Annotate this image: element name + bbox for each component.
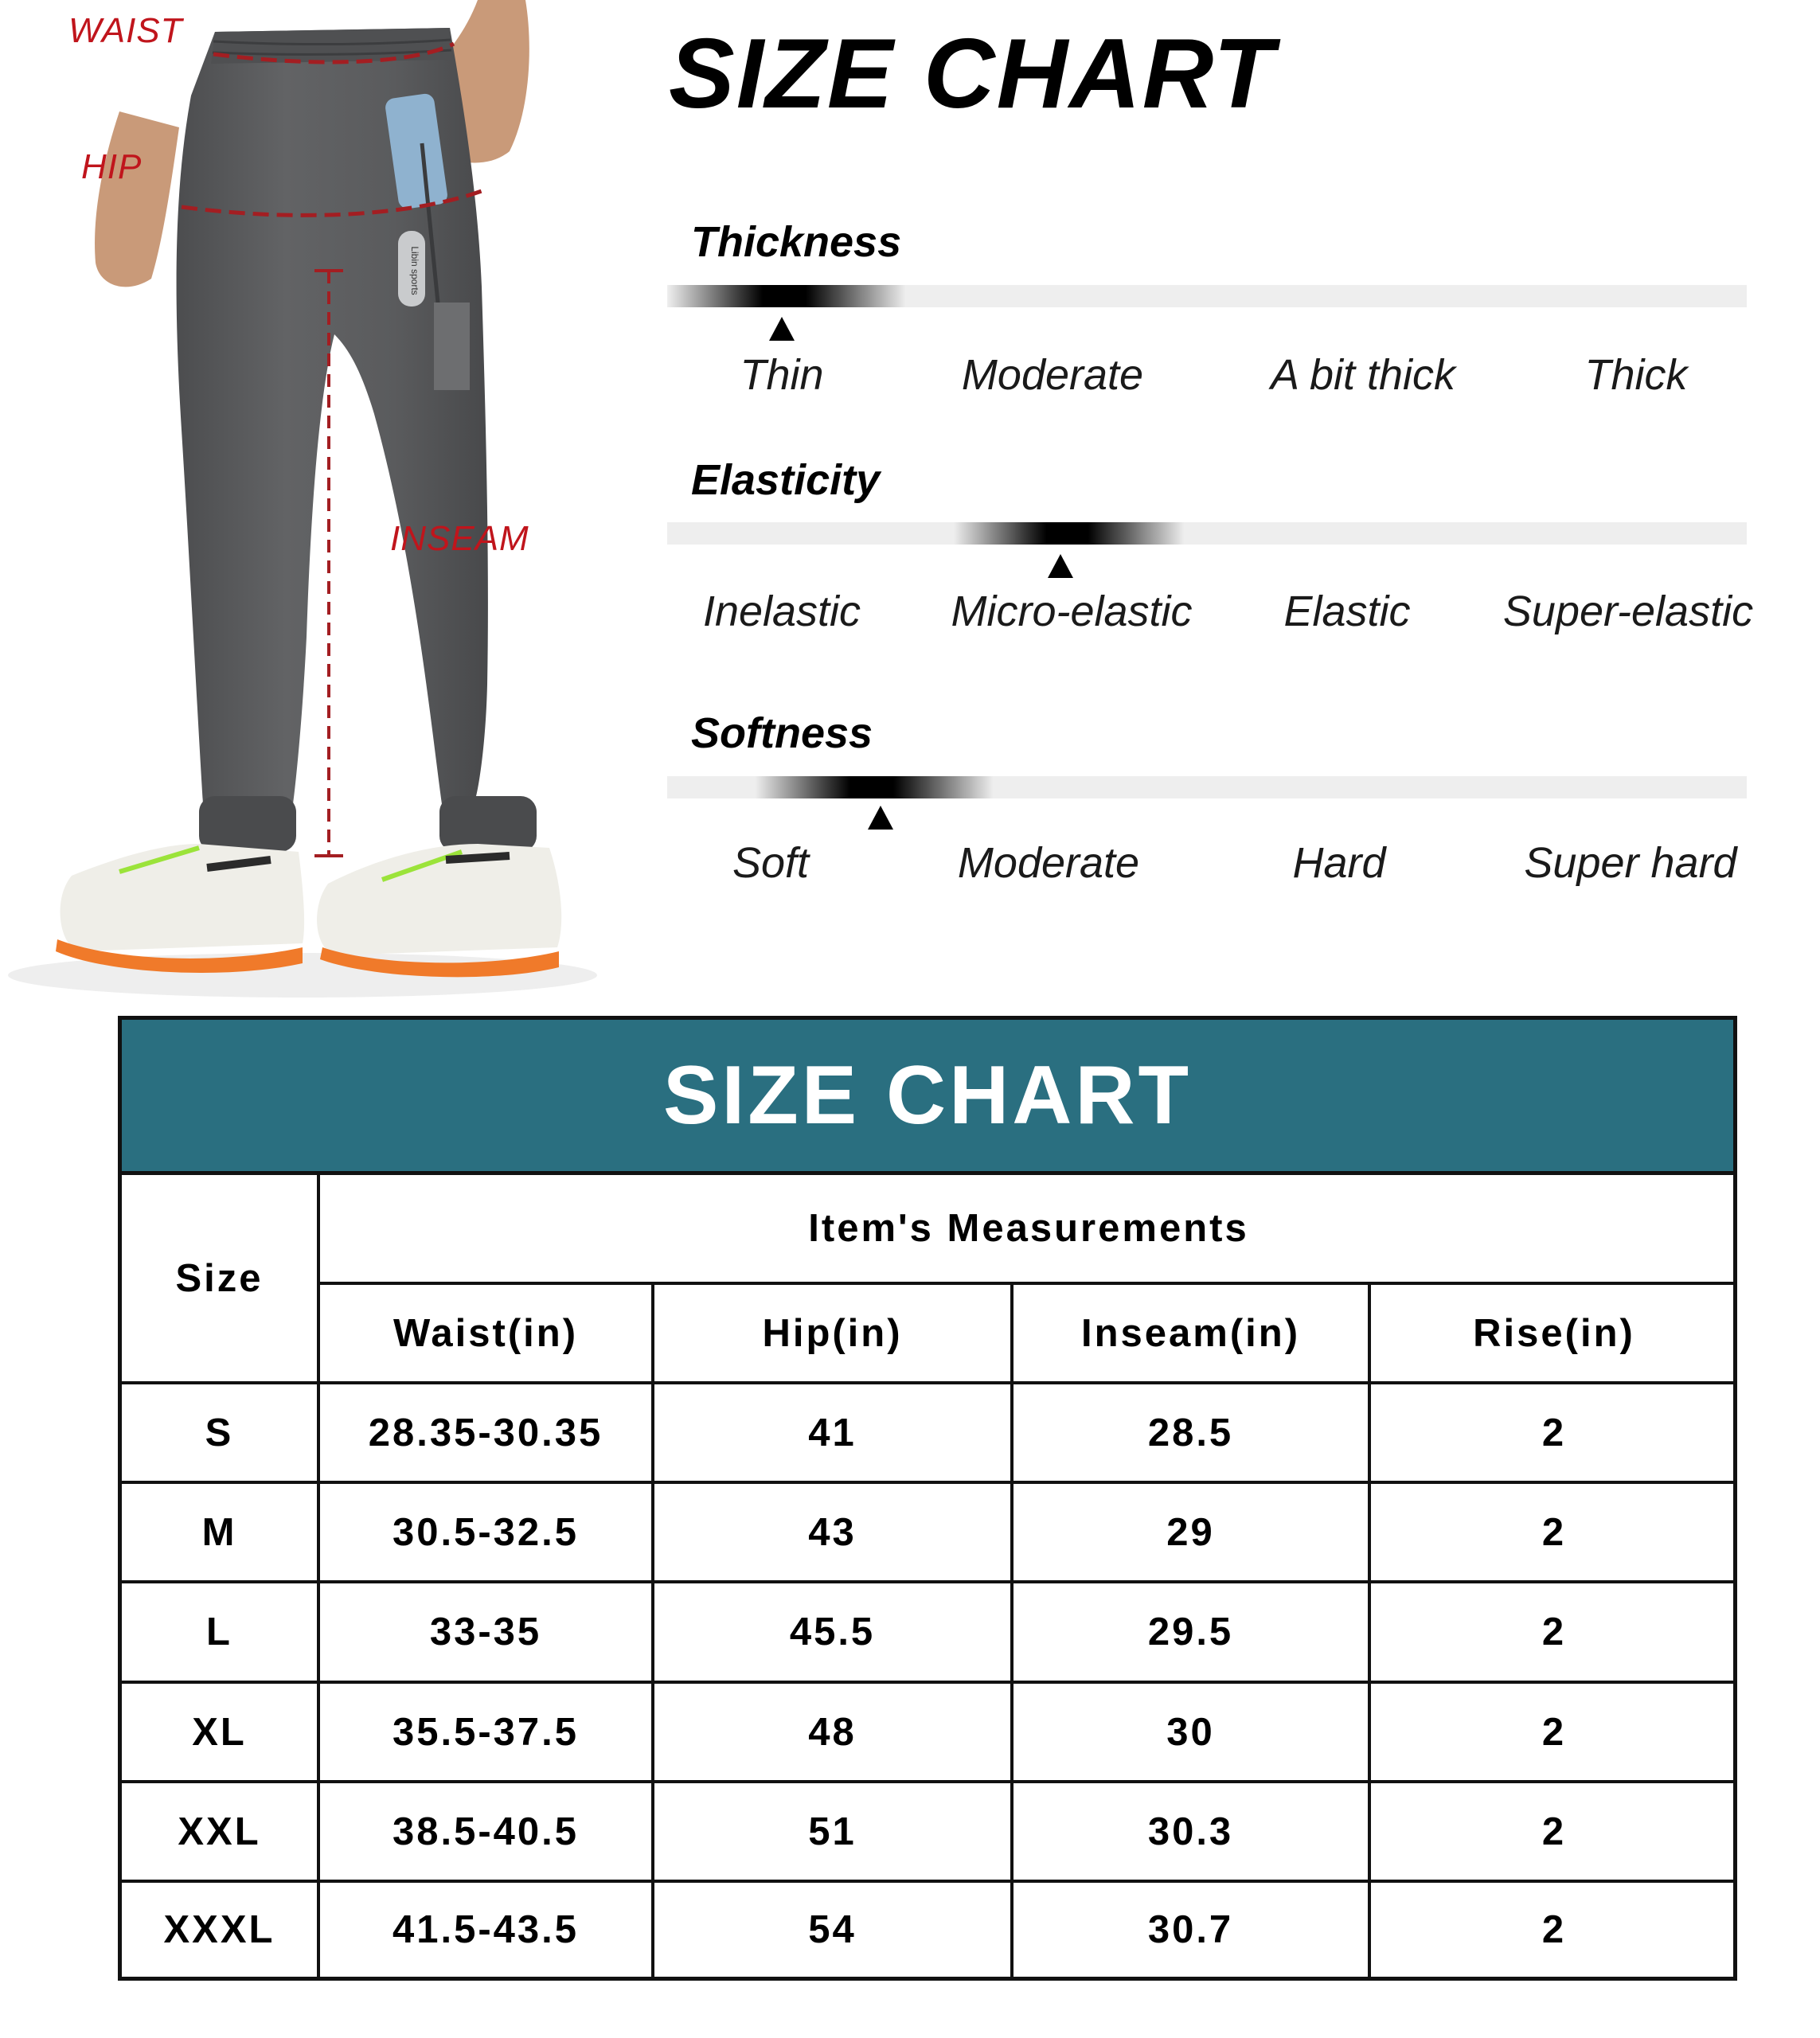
thickness-option: Thin — [740, 351, 824, 399]
thickness-marker-icon — [769, 317, 795, 341]
hip-cell: 41 — [808, 1411, 857, 1454]
softness-option: Super hard — [1524, 839, 1737, 887]
hip-cell: 43 — [808, 1510, 857, 1554]
softness-option: Hard — [1292, 839, 1386, 887]
size-table — [118, 1016, 1737, 1981]
rise-cell: 2 — [1541, 1810, 1567, 1853]
thickness-option: A bit thick — [1270, 351, 1456, 399]
inseam-cell: 29 — [1166, 1510, 1215, 1554]
inseam-label: INSEAM — [390, 519, 529, 558]
size-cell: S — [205, 1411, 234, 1454]
hip-cell: 51 — [808, 1810, 857, 1853]
size-cell: XXXL — [163, 1908, 275, 1951]
size-cell: L — [206, 1610, 232, 1653]
hip-cell: 48 — [808, 1710, 857, 1754]
elasticity-option: Inelastic — [702, 588, 861, 635]
table-title: SIZE CHART — [663, 1048, 1192, 1142]
softness-option: Soft — [732, 839, 810, 887]
rise-cell: 2 — [1541, 1908, 1567, 1951]
thickness-option: Moderate — [961, 351, 1144, 399]
waist-cell: 41.5-43.5 — [392, 1908, 580, 1951]
elasticity-option: Super-elastic — [1502, 588, 1754, 635]
inseam-cell: 30.3 — [1147, 1810, 1234, 1853]
inseam-cell: 28.5 — [1147, 1411, 1234, 1454]
table-banner — [118, 1016, 1737, 1175]
elasticity-option: Micro-elastic — [951, 588, 1193, 635]
table-grid — [118, 1175, 1737, 1981]
softness-option: Moderate — [957, 839, 1140, 887]
measurements-header: Item's Measurements — [808, 1207, 1249, 1250]
elasticity-heading: Elasticity — [691, 456, 881, 504]
pocket-tag: Libin sports — [409, 246, 420, 295]
waist-cell: 33-35 — [429, 1610, 542, 1653]
size-cell: M — [201, 1510, 237, 1554]
size-header: Size — [175, 1256, 264, 1300]
elasticity-marker-icon — [1048, 554, 1073, 578]
elasticity-option: Elastic — [1283, 588, 1411, 635]
rise-cell: 2 — [1541, 1610, 1567, 1653]
page-title: SIZE CHART — [669, 19, 1275, 129]
column-header-rise: Rise(in) — [1473, 1311, 1635, 1355]
waist-cell: 28.35-30.35 — [368, 1411, 603, 1454]
size-cell: XL — [192, 1710, 247, 1754]
rise-cell: 2 — [1541, 1510, 1567, 1554]
softness-track — [667, 776, 1747, 798]
softness-heading: Softness — [691, 709, 873, 757]
product-figure — [0, 0, 637, 1011]
elasticity-track — [667, 522, 1747, 545]
column-header-hip: Hip(in) — [762, 1311, 903, 1355]
thickness-indicator — [667, 285, 906, 307]
inseam-cell: 30 — [1166, 1710, 1215, 1754]
rise-cell: 2 — [1541, 1411, 1567, 1454]
waist-cell: 30.5-32.5 — [392, 1510, 580, 1554]
softness-indicator — [755, 776, 994, 798]
elasticity-indicator — [954, 522, 1185, 545]
rise-cell: 2 — [1541, 1710, 1567, 1754]
hip-cell: 45.5 — [789, 1610, 876, 1653]
waist-cell: 38.5-40.5 — [392, 1810, 580, 1853]
inseam-cell: 29.5 — [1147, 1610, 1234, 1653]
size-cell: XXL — [178, 1810, 261, 1853]
thickness-heading: Thickness — [691, 218, 902, 266]
hip-cell: 54 — [808, 1908, 857, 1951]
column-header-waist: Waist(in) — [393, 1311, 579, 1355]
hip-label: HIP — [81, 147, 143, 186]
column-header-inseam: Inseam(in) — [1080, 1311, 1301, 1355]
thickness-track — [667, 285, 1747, 307]
inseam-cell: 30.7 — [1147, 1908, 1234, 1951]
waist-label: WAIST — [68, 11, 183, 50]
softness-marker-icon — [868, 806, 893, 830]
thickness-option: Thick — [1584, 351, 1688, 399]
waist-cell: 35.5-37.5 — [392, 1710, 580, 1754]
